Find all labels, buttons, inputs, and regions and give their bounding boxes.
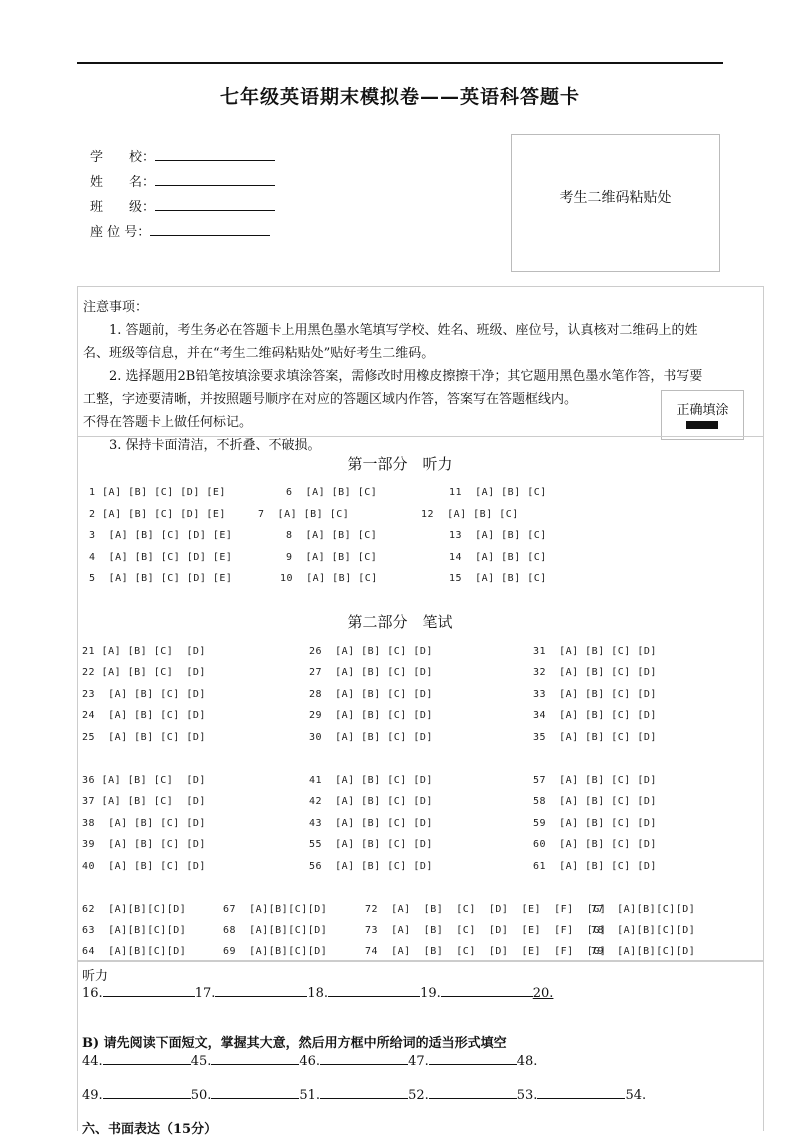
page-title: 七年级英语期末模拟卷——英语科答题卡 [219, 86, 580, 108]
answer-row[interactable]: 28 [A] [B] [C] [D] [309, 689, 433, 700]
notes-line: 工整，字迹要清晰，并按照题号顺序在对应的答题区域内作答，答案写在答题框线内。 [83, 392, 578, 407]
name-line[interactable] [155, 172, 275, 186]
answer-row[interactable]: 67 [A][B][C][D] [223, 904, 328, 915]
answer-row[interactable]: 22 [A] [B] [C] [D] [82, 667, 206, 678]
answer-row[interactable]: 29 [A] [B] [C] [D] [309, 710, 433, 721]
answer-row[interactable]: 59 [A] [B] [C] [D] [533, 818, 657, 829]
answer-blank[interactable] [215, 984, 307, 997]
part1-title: 第一部分 听力 [347, 455, 453, 473]
school-field[interactable] [90, 146, 275, 165]
top-rule [77, 62, 723, 64]
blank-number: 49. [82, 1088, 103, 1103]
answer-row[interactable]: 6 [A] [B] [C] [286, 487, 378, 498]
answer-row[interactable]: 40 [A] [B] [C] [D] [82, 861, 206, 872]
answer-row[interactable]: 2 [A] [B] [C] [D] [E] [89, 509, 226, 520]
answer-row[interactable]: 14 [A] [B] [C] [449, 552, 547, 563]
answer-blank[interactable] [103, 1052, 191, 1065]
answer-row[interactable]: 8 [A] [B] [C] [286, 530, 378, 541]
answer-row[interactable]: 63 [A][B][C][D] [82, 925, 187, 936]
answer-row[interactable]: 4 [A] [B] [C] [D] [E] [89, 552, 233, 563]
answer-blank[interactable] [429, 1086, 517, 1099]
class-line[interactable] [155, 197, 275, 211]
writing-section-title: 六、书面表达（15分） [82, 1122, 218, 1137]
answer-row[interactable]: 37 [A] [B] [C] [D] [82, 796, 206, 807]
answer-row[interactable]: 55 [A] [B] [C] [D] [309, 839, 433, 850]
answer-row[interactable]: 30 [A] [B] [C] [D] [309, 732, 433, 743]
answer-row[interactable]: 58 [A] [B] [C] [D] [533, 796, 657, 807]
seat-line[interactable] [150, 222, 270, 236]
blank-number: 53. [516, 1088, 538, 1103]
answer-row[interactable]: 15 [A] [B] [C] [449, 573, 547, 584]
blank-number: 45. [190, 1054, 212, 1069]
name-field[interactable] [90, 171, 275, 190]
answer-row[interactable]: 24 [A] [B] [C] [D] [82, 710, 206, 721]
answer-row[interactable]: 64 [A][B][C][D] [82, 946, 187, 957]
section-b-row-2[interactable] [82, 1086, 646, 1103]
answer-blank[interactable] [537, 1086, 625, 1099]
blank-number: 54. [625, 1088, 647, 1103]
answer-row[interactable]: 41 [A] [B] [C] [D] [309, 775, 433, 786]
answer-row[interactable]: 23 [A] [B] [C] [D] [82, 689, 206, 700]
answer-blank[interactable] [103, 984, 195, 997]
answer-row[interactable]: 56 [A] [B] [C] [D] [309, 861, 433, 872]
answer-blank[interactable] [429, 1052, 517, 1065]
answer-row[interactable]: 72 [A] [B] [C] [D] [E] [F] [G] [365, 904, 607, 915]
qr-code-area [511, 134, 720, 272]
answer-row[interactable]: 13 [A] [B] [C] [449, 530, 547, 541]
blank-number: 52. [408, 1088, 429, 1103]
answer-blank[interactable] [211, 1052, 299, 1065]
blank-number: 20. [532, 986, 554, 1001]
blank-number: 50. [190, 1088, 212, 1103]
blank-number: 19. [420, 986, 441, 1001]
section-b-row-1[interactable] [82, 1052, 537, 1069]
correct-mark-label: 正确填涂 [676, 403, 729, 418]
answer-row[interactable]: 43 [A] [B] [C] [D] [309, 818, 433, 829]
answer-blank[interactable] [441, 984, 533, 997]
seat-label: 座 位 号： [90, 225, 151, 240]
answer-row[interactable]: 26 [A] [B] [C] [D] [309, 646, 433, 657]
answer-blank[interactable] [320, 1052, 408, 1065]
answer-row[interactable]: 3 [A] [B] [C] [D] [E] [89, 530, 233, 541]
blank-number: 17. [194, 986, 216, 1001]
blank-number: 47. [408, 1054, 429, 1069]
answer-row[interactable]: 11 [A] [B] [C] [449, 487, 547, 498]
answer-blank[interactable] [328, 984, 420, 997]
answer-blank[interactable] [211, 1086, 299, 1099]
notes-line: 不得在答题卡上做任何标记。 [83, 415, 253, 430]
answer-row[interactable]: 33 [A] [B] [C] [D] [533, 689, 657, 700]
answer-row[interactable]: 25 [A] [B] [C] [D] [82, 732, 206, 743]
filled-bubble-icon [686, 421, 718, 429]
answer-row[interactable]: 68 [A][B][C][D] [223, 925, 328, 936]
answer-row[interactable]: 34 [A] [B] [C] [D] [533, 710, 657, 721]
answer-row[interactable]: 74 [A] [B] [C] [D] [E] [F] [G] [365, 946, 607, 957]
answer-row[interactable]: 69 [A][B][C][D] [223, 946, 328, 957]
answer-row[interactable]: 36 [A] [B] [C] [D] [82, 775, 206, 786]
school-label: 学 校： [90, 150, 156, 165]
notes-line: 1. 答题前，考生务必在答题卡上用黑色墨水笔填写学校、姓名、班级、座位号，认真核对二维码上的姓 [83, 323, 698, 338]
answer-row[interactable]: 7 [A] [B] [C] [258, 509, 350, 520]
answer-row[interactable]: 9 [A] [B] [C] [286, 552, 378, 563]
answer-row[interactable]: 73 [A] [B] [C] [D] [E] [F] [G] [365, 925, 607, 936]
answer-row[interactable]: 61 [A] [B] [C] [D] [533, 861, 657, 872]
answer-row[interactable]: 27 [A] [B] [C] [D] [309, 667, 433, 678]
section-b-instruction: B) 请先阅读下面短文，掌握其大意，然后用方框中所给词的适当形式填空 [82, 1036, 507, 1051]
qr-code-label: 考生二维码粘贴处 [559, 190, 672, 206]
school-line[interactable] [155, 147, 275, 161]
answer-row[interactable]: 5 [A] [B] [C] [D] [E] [89, 573, 233, 584]
class-field[interactable] [90, 196, 275, 215]
name-label: 姓 名： [90, 175, 156, 190]
answer-row[interactable]: 12 [A] [B] [C] [421, 509, 519, 520]
answer-row[interactable]: 62 [A][B][C][D] [82, 904, 187, 915]
listening-fill-row[interactable] [82, 984, 553, 1001]
answer-row[interactable]: 38 [A] [B] [C] [D] [82, 818, 206, 829]
blank-number: 44. [82, 1054, 103, 1069]
answer-row[interactable]: 77 [A][B][C][D] [591, 904, 696, 915]
seat-field[interactable] [90, 221, 270, 240]
answer-blank[interactable] [320, 1086, 408, 1099]
blank-number: 46. [299, 1054, 321, 1069]
answer-row[interactable]: 10 [A] [B] [C] [280, 573, 378, 584]
answer-row[interactable]: 60 [A] [B] [C] [D] [533, 839, 657, 850]
answer-row[interactable]: 21 [A] [B] [C] [D] [82, 646, 206, 657]
notes-heading: 注意事项： [83, 300, 149, 315]
answer-row[interactable]: 35 [A] [B] [C] [D] [533, 732, 657, 743]
notes-line: 2. 选择题用2B铅笔按填涂要求填涂答案，需修改时用橡皮擦擦干净；其它题用黑色墨水笔作答，书写要 [83, 369, 703, 384]
answer-row[interactable]: 1 [A] [B] [C] [D] [E] [89, 487, 226, 498]
answer-row[interactable]: 32 [A] [B] [C] [D] [533, 667, 657, 678]
correct-mark-example [661, 390, 744, 440]
class-label: 班 级： [90, 200, 156, 215]
answer-blank[interactable] [103, 1086, 191, 1099]
notes-line: 3. 保持卡面清洁，不折叠、不破损。 [83, 438, 321, 453]
part2-title: 第二部分 笔试 [347, 613, 453, 631]
listening-label: 听力 [82, 969, 109, 984]
answer-row[interactable]: 31 [A] [B] [C] [D] [533, 646, 657, 657]
answer-row[interactable]: 42 [A] [B] [C] [D] [309, 796, 433, 807]
blank-number: 48. [516, 1054, 538, 1069]
answer-row[interactable]: 57 [A] [B] [C] [D] [533, 775, 657, 786]
blank-number: 51. [299, 1088, 321, 1103]
blank-number: 16. [82, 986, 103, 1001]
answer-row[interactable]: 79 [A][B][C][D] [591, 946, 696, 957]
notes-line: 名、班级等信息，并在“考生二维码粘贴处”贴好考生二维码。 [83, 346, 435, 361]
answer-row[interactable]: 78 [A][B][C][D] [591, 925, 696, 936]
blank-number: 18. [307, 986, 329, 1001]
answer-row[interactable]: 39 [A] [B] [C] [D] [82, 839, 206, 850]
